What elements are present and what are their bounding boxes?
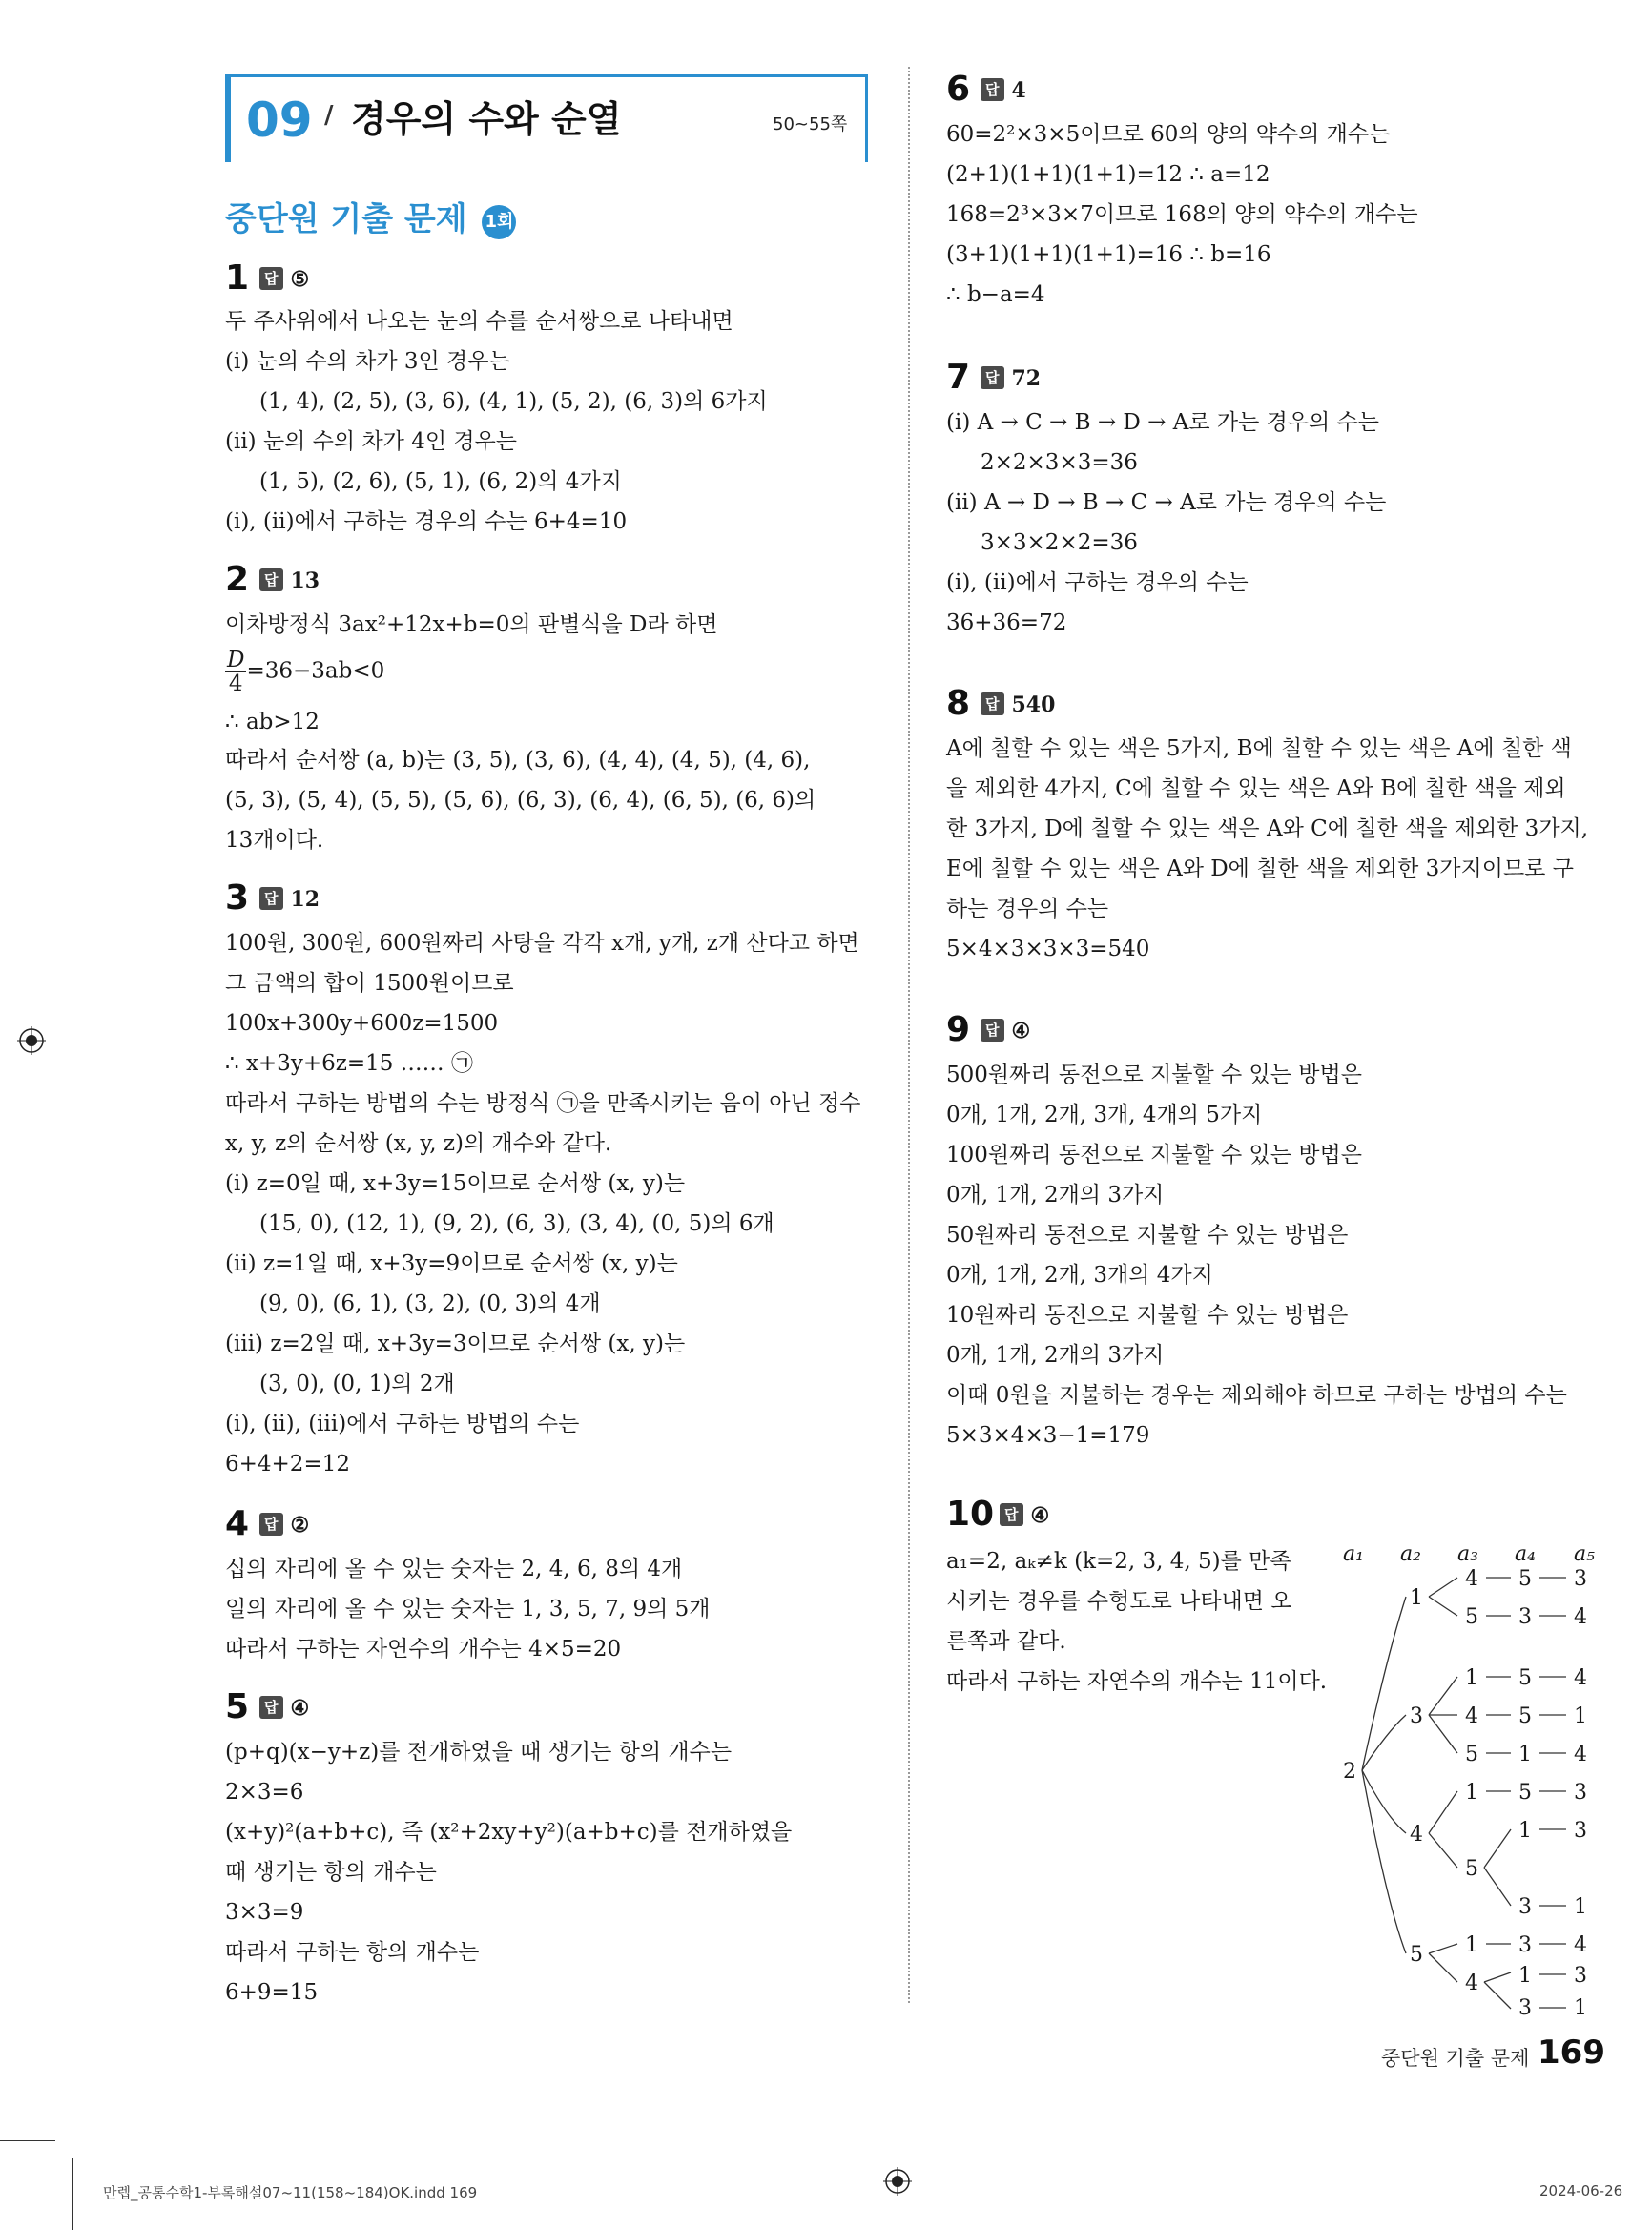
solution-line: 50원짜리 동전으로 지불할 수 있는 방법은 bbox=[946, 1223, 1349, 1248]
solution-line: 5×4×3×3×3=540 bbox=[946, 937, 1150, 961]
solution-line: 500원짜리 동전으로 지불할 수 있는 방법은 bbox=[946, 1063, 1362, 1087]
solution-line: 따라서 순서쌍 (a, b)는 (3, 5), (3, 6), (4, 4), (4, 5), (4, 6), bbox=[225, 748, 811, 773]
column-divider bbox=[908, 67, 910, 2003]
tree-node: 5 bbox=[1410, 1943, 1423, 1967]
tree-node: 5 bbox=[1518, 1666, 1532, 1690]
tree-node: 2 bbox=[1343, 1760, 1356, 1784]
file-info: 만렙_공통수학1-부록해설07~11(158~184)OK.indd 169 bbox=[103, 2184, 478, 2201]
tree-node: 1 bbox=[1465, 1666, 1478, 1690]
solution-line: (ⅱ) z=1일 때, x+3y=9이므로 순서쌍 (x, y)는 bbox=[225, 1251, 678, 1276]
answer-tag: 답 bbox=[259, 1696, 283, 1719]
solution-line: 0개, 1개, 2개, 3개의 4가지 bbox=[946, 1263, 1213, 1288]
solution-line: 2×3=6 bbox=[225, 1780, 304, 1805]
tree-header: a₅ bbox=[1574, 1542, 1595, 1566]
solution-line: 한 3가지, D에 칠할 수 있는 색은 A와 C에 칠한 색을 제외한 3가지, bbox=[946, 816, 1589, 841]
solution-line: =36−3ab<0 bbox=[246, 658, 385, 684]
chapter-pages: 50~55쪽 bbox=[773, 114, 848, 134]
solution-line: 시키는 경우를 수형도로 나타내면 오 bbox=[946, 1589, 1292, 1614]
tree-node: 5 bbox=[1518, 1704, 1532, 1728]
solution-line: (ⅰ) 눈의 수의 차가 3인 경우는 bbox=[225, 349, 510, 374]
tree-branch bbox=[1429, 1677, 1457, 1753]
chapter-slash: / bbox=[324, 101, 334, 130]
solution-line: (1, 4), (2, 5), (3, 6), (4, 1), (5, 2), (6, 3)의 6가지 bbox=[259, 389, 768, 414]
answer-value: ② bbox=[290, 1513, 310, 1538]
tree-node: 4 bbox=[1574, 1743, 1587, 1766]
tree-node: 5 bbox=[1465, 1743, 1478, 1766]
problem-number: 4 bbox=[225, 1504, 250, 1543]
tree-header: a₂ bbox=[1400, 1542, 1421, 1566]
tree-branch bbox=[1362, 1770, 1406, 1953]
problem-number: 5 bbox=[225, 1687, 250, 1726]
solution-line: (ⅰ), (ⅱ)에서 구하는 경우의 수는 bbox=[946, 570, 1249, 595]
tree-node: 5 bbox=[1465, 1857, 1478, 1881]
problem-number: 10 bbox=[946, 1495, 995, 1534]
tree-node: 1 bbox=[1574, 1895, 1587, 1919]
solution-line: (ⅰ), (ⅱ)에서 구하는 경우의 수는 6+4=10 bbox=[225, 509, 628, 534]
solution-line: (3, 0), (0, 1)의 2개 bbox=[259, 1372, 455, 1396]
tree-node: 4 bbox=[1465, 1704, 1478, 1728]
answer-tag: 답 bbox=[259, 1513, 283, 1536]
answer bbox=[981, 76, 1026, 105]
tree-branch bbox=[1429, 1578, 1457, 1616]
trim-mark bbox=[72, 2158, 73, 2230]
answer-tag: 답 bbox=[981, 692, 1004, 715]
tree-node: 4 bbox=[1574, 1605, 1587, 1629]
answer bbox=[259, 885, 320, 914]
solution-line: 10원짜리 동전으로 지불할 수 있는 방법은 bbox=[946, 1303, 1349, 1328]
tree-node: 4 bbox=[1574, 1666, 1587, 1690]
solution-line: 따라서 구하는 항의 개수는 bbox=[225, 1940, 480, 1965]
tree-branch bbox=[1484, 1829, 1511, 1906]
solution-line: 13개이다. bbox=[225, 828, 324, 853]
tree-branch bbox=[1429, 1791, 1457, 1868]
footer-label: 중단원 기출 문제 bbox=[1381, 2047, 1530, 2070]
solution-line: (ⅰ), (ⅱ), (ⅲ)에서 구하는 방법의 수는 bbox=[225, 1412, 580, 1436]
solution-line: (5, 3), (5, 4), (5, 5), (5, 6), (6, 3), (6, 4), (6, 5), (6, 6)의 bbox=[225, 788, 816, 813]
answer bbox=[981, 691, 1055, 719]
answer-value: ④ bbox=[1030, 1503, 1050, 1528]
solution-line: (3+1)(1+1)(1+1)=16 ∴ b=16 bbox=[946, 242, 1271, 267]
solution-line: 두 주사위에서 나오는 눈의 수를 순서쌍으로 나타내면 bbox=[225, 309, 733, 334]
solution-line: 0개, 1개, 2개의 3가지 bbox=[946, 1343, 1165, 1368]
problem-number: 3 bbox=[225, 878, 250, 918]
solution-line: 이차방정식 3ax²+12x+b=0의 판별식을 D라 하면 bbox=[225, 612, 718, 637]
problem-number: 9 bbox=[946, 1010, 971, 1049]
solution-line: a₁=2, aₖ≠k (k=2, 3, 4, 5)를 만족 bbox=[946, 1549, 1291, 1574]
solution-line: 을 제외한 4가지, C에 칠할 수 있는 색은 A와 B에 칠한 색을 제외 bbox=[946, 776, 1566, 801]
fraction-denominator: 4 bbox=[228, 671, 243, 696]
answer bbox=[259, 567, 320, 595]
solution-line: 6+9=15 bbox=[225, 1980, 319, 2005]
solution-line: ∴ x+3y+6z=15 …… ㉠ bbox=[225, 1051, 473, 1076]
answer-value: 540 bbox=[1011, 692, 1056, 717]
tree-node: 4 bbox=[1465, 1972, 1478, 1995]
answer-tag: 답 bbox=[259, 568, 283, 591]
tree-node: 5 bbox=[1518, 1567, 1532, 1591]
chapter-title: 경우의 수와 순열 bbox=[351, 98, 622, 140]
tree-header: a₃ bbox=[1457, 1542, 1478, 1566]
answer bbox=[981, 1017, 1030, 1045]
tree-node: 1 bbox=[1465, 1781, 1478, 1805]
problem-number: 8 bbox=[946, 684, 971, 723]
tree-node: 3 bbox=[1574, 1567, 1587, 1591]
tree-node: 5 bbox=[1465, 1605, 1478, 1629]
solution-line: 60=2²×3×5이므로 60의 양의 약수의 개수는 bbox=[946, 122, 1391, 147]
solution-line: 3×3×2×2=36 bbox=[981, 530, 1138, 555]
section-title-text: 중단원 기출 문제 bbox=[225, 200, 467, 238]
solution-line: (2+1)(1+1)(1+1)=12 ∴ a=12 bbox=[946, 162, 1270, 187]
section-badge: 1회 bbox=[482, 205, 516, 239]
chapter-number: 09 bbox=[246, 93, 313, 148]
print-date: 2024-06-26 bbox=[1539, 2182, 1623, 2199]
fraction-numerator: D bbox=[227, 648, 245, 672]
solution-line: 그 금액의 합이 1500원이므로 bbox=[225, 971, 514, 996]
solution-line: (ⅰ) z=0일 때, x+3y=15이므로 순서쌍 (x, y)는 bbox=[225, 1171, 686, 1196]
tree-node: 1 bbox=[1518, 1819, 1532, 1843]
tree-node: 3 bbox=[1518, 1996, 1532, 2018]
solution-line: 36+36=72 bbox=[946, 610, 1067, 635]
solution-line: 5×3×4×3−1=179 bbox=[946, 1423, 1150, 1448]
solution-line: (ⅱ) A → D → B → C → A로 가는 경우의 수는 bbox=[946, 490, 1387, 515]
solution-line: 100x+300y+600z=1500 bbox=[225, 1011, 499, 1036]
solution-line: 하는 경우의 수는 bbox=[946, 897, 1109, 921]
answer-value: ④ bbox=[290, 1696, 310, 1721]
solution-line: ∴ b−a=4 bbox=[946, 282, 1045, 307]
tree-node: 3 bbox=[1574, 1819, 1587, 1843]
problem-number: 6 bbox=[946, 70, 971, 109]
solution-line: (ⅱ) 눈의 수의 차가 4인 경우는 bbox=[225, 429, 518, 454]
fraction bbox=[225, 649, 246, 695]
answer bbox=[259, 1694, 309, 1723]
solution-line: 0개, 1개, 2개, 3개, 4개의 5가지 bbox=[946, 1103, 1263, 1127]
solution-line: x, y, z의 순서쌍 (x, y, z)의 개수와 같다. bbox=[225, 1131, 612, 1156]
answer-value: 13 bbox=[290, 568, 320, 593]
solution-line: (p+q)(x−y+z)를 전개하였을 때 생기는 항의 개수는 bbox=[225, 1740, 733, 1765]
tree-node: 1 bbox=[1574, 1996, 1587, 2018]
tree-node: 1 bbox=[1518, 1964, 1532, 1988]
tree-node: 1 bbox=[1410, 1586, 1423, 1610]
tree-node: 3 bbox=[1574, 1964, 1587, 1988]
tree-header: a₄ bbox=[1515, 1542, 1536, 1566]
solution-line: ∴ ab>12 bbox=[225, 710, 320, 734]
answer-value: 72 bbox=[1011, 366, 1042, 391]
tree-node: 1 bbox=[1465, 1933, 1478, 1957]
solution-line: 십의 자리에 올 수 있는 숫자는 2, 4, 6, 8의 4개 bbox=[225, 1557, 683, 1581]
registration-mark-icon bbox=[883, 2167, 912, 2196]
solution-line: 100원, 300원, 600원짜리 사탕을 각각 x개, y개, z개 산다고 하면 bbox=[225, 931, 859, 956]
fraction-line bbox=[225, 649, 384, 695]
solution-line: A에 칠할 수 있는 색은 5가지, B에 칠할 수 있는 색은 A에 칠한 색 bbox=[946, 736, 1572, 761]
solution-line: 때 생기는 항의 개수는 bbox=[225, 1860, 437, 1885]
tree-node: 4 bbox=[1465, 1567, 1478, 1591]
tree-branch bbox=[1484, 1972, 1511, 2009]
solution-line: (x+y)²(a+b+c), 즉 (x²+2xy+y²)(a+b+c)를 전개하였을 bbox=[225, 1820, 793, 1845]
solution-line: 2×2×3×3=36 bbox=[981, 450, 1138, 475]
tree-branch bbox=[1362, 1597, 1406, 1770]
answer bbox=[259, 1511, 309, 1539]
tree-node: 1 bbox=[1518, 1743, 1532, 1766]
section-title bbox=[225, 198, 516, 240]
answer-value: ⑤ bbox=[290, 267, 310, 292]
solution-line: (ⅲ) z=2일 때, x+3y=3이므로 순서쌍 (x, y)는 bbox=[225, 1332, 686, 1356]
answer-tag: 답 bbox=[1000, 1503, 1023, 1526]
solution-line: (1, 5), (2, 6), (5, 1), (6, 2)의 4가지 bbox=[259, 469, 622, 494]
answer-tag: 답 bbox=[981, 78, 1004, 101]
tree-node: 1 bbox=[1574, 1704, 1587, 1728]
registration-mark-icon bbox=[17, 1026, 46, 1055]
trim-mark bbox=[0, 2140, 55, 2141]
answer-tag: 답 bbox=[981, 366, 1004, 389]
solution-line: 따라서 구하는 방법의 수는 방정식 ㉠을 만족시키는 음이 아닌 정수 bbox=[225, 1091, 861, 1116]
tree-header: a₁ bbox=[1343, 1542, 1364, 1566]
answer bbox=[981, 364, 1041, 393]
solution-line: (9, 0), (6, 1), (3, 2), (0, 3)의 4개 bbox=[259, 1291, 601, 1316]
solution-line: 6+4+2=12 bbox=[225, 1452, 350, 1476]
solution-line: 따라서 구하는 자연수의 개수는 11이다. bbox=[946, 1669, 1328, 1694]
tree-node: 4 bbox=[1410, 1823, 1423, 1847]
answer-value: 4 bbox=[1011, 78, 1026, 103]
tree-branch bbox=[1429, 1944, 1457, 1982]
solution-line: 100원짜리 동전으로 지불할 수 있는 방법은 bbox=[946, 1143, 1362, 1167]
tree-node: 3 bbox=[1574, 1781, 1587, 1805]
solution-line: (ⅰ) A → C → B → D → A로 가는 경우의 수는 bbox=[946, 410, 1380, 435]
problem-number: 7 bbox=[946, 358, 971, 397]
solution-line: 3×3=9 bbox=[225, 1900, 304, 1925]
answer-value: ④ bbox=[1011, 1019, 1031, 1043]
solution-line: 0개, 1개, 2개의 3가지 bbox=[946, 1183, 1165, 1208]
answer bbox=[259, 265, 309, 294]
solution-line: 따라서 구하는 자연수의 개수는 4×5=20 bbox=[225, 1637, 622, 1662]
solution-line: 168=2³×3×7이므로 168의 양의 약수의 개수는 bbox=[946, 202, 1418, 227]
answer-value: 12 bbox=[290, 887, 320, 912]
tree-diagram bbox=[1330, 1541, 1606, 2018]
answer-tag: 답 bbox=[981, 1019, 1004, 1042]
answer-tag: 답 bbox=[259, 887, 283, 910]
answer-tag: 답 bbox=[259, 267, 283, 290]
solution-line: 일의 자리에 올 수 있는 숫자는 1, 3, 5, 7, 9의 5개 bbox=[225, 1597, 711, 1621]
solution-line: 이때 0원을 지불하는 경우는 제외해야 하므로 구하는 방법의 수는 bbox=[946, 1383, 1567, 1408]
tree-node: 3 bbox=[1518, 1933, 1532, 1957]
tree-node: 3 bbox=[1518, 1605, 1532, 1629]
answer bbox=[1000, 1501, 1049, 1530]
tree-node: 5 bbox=[1518, 1781, 1532, 1805]
solution-line: 른쪽과 같다. bbox=[946, 1629, 1066, 1654]
solution-line: (15, 0), (12, 1), (9, 2), (6, 3), (3, 4), (0, 5)의 6개 bbox=[259, 1211, 774, 1236]
tree-node: 3 bbox=[1410, 1704, 1423, 1728]
problem-number: 2 bbox=[225, 560, 250, 599]
problem-number: 1 bbox=[225, 258, 250, 298]
page-number: 169 bbox=[1538, 2034, 1605, 2072]
tree-node: 4 bbox=[1574, 1933, 1587, 1957]
tree-node: 3 bbox=[1518, 1895, 1532, 1919]
solution-line: E에 칠할 수 있는 색은 A와 D에 칠한 색을 제외한 3가지이므로 구 bbox=[946, 857, 1574, 881]
